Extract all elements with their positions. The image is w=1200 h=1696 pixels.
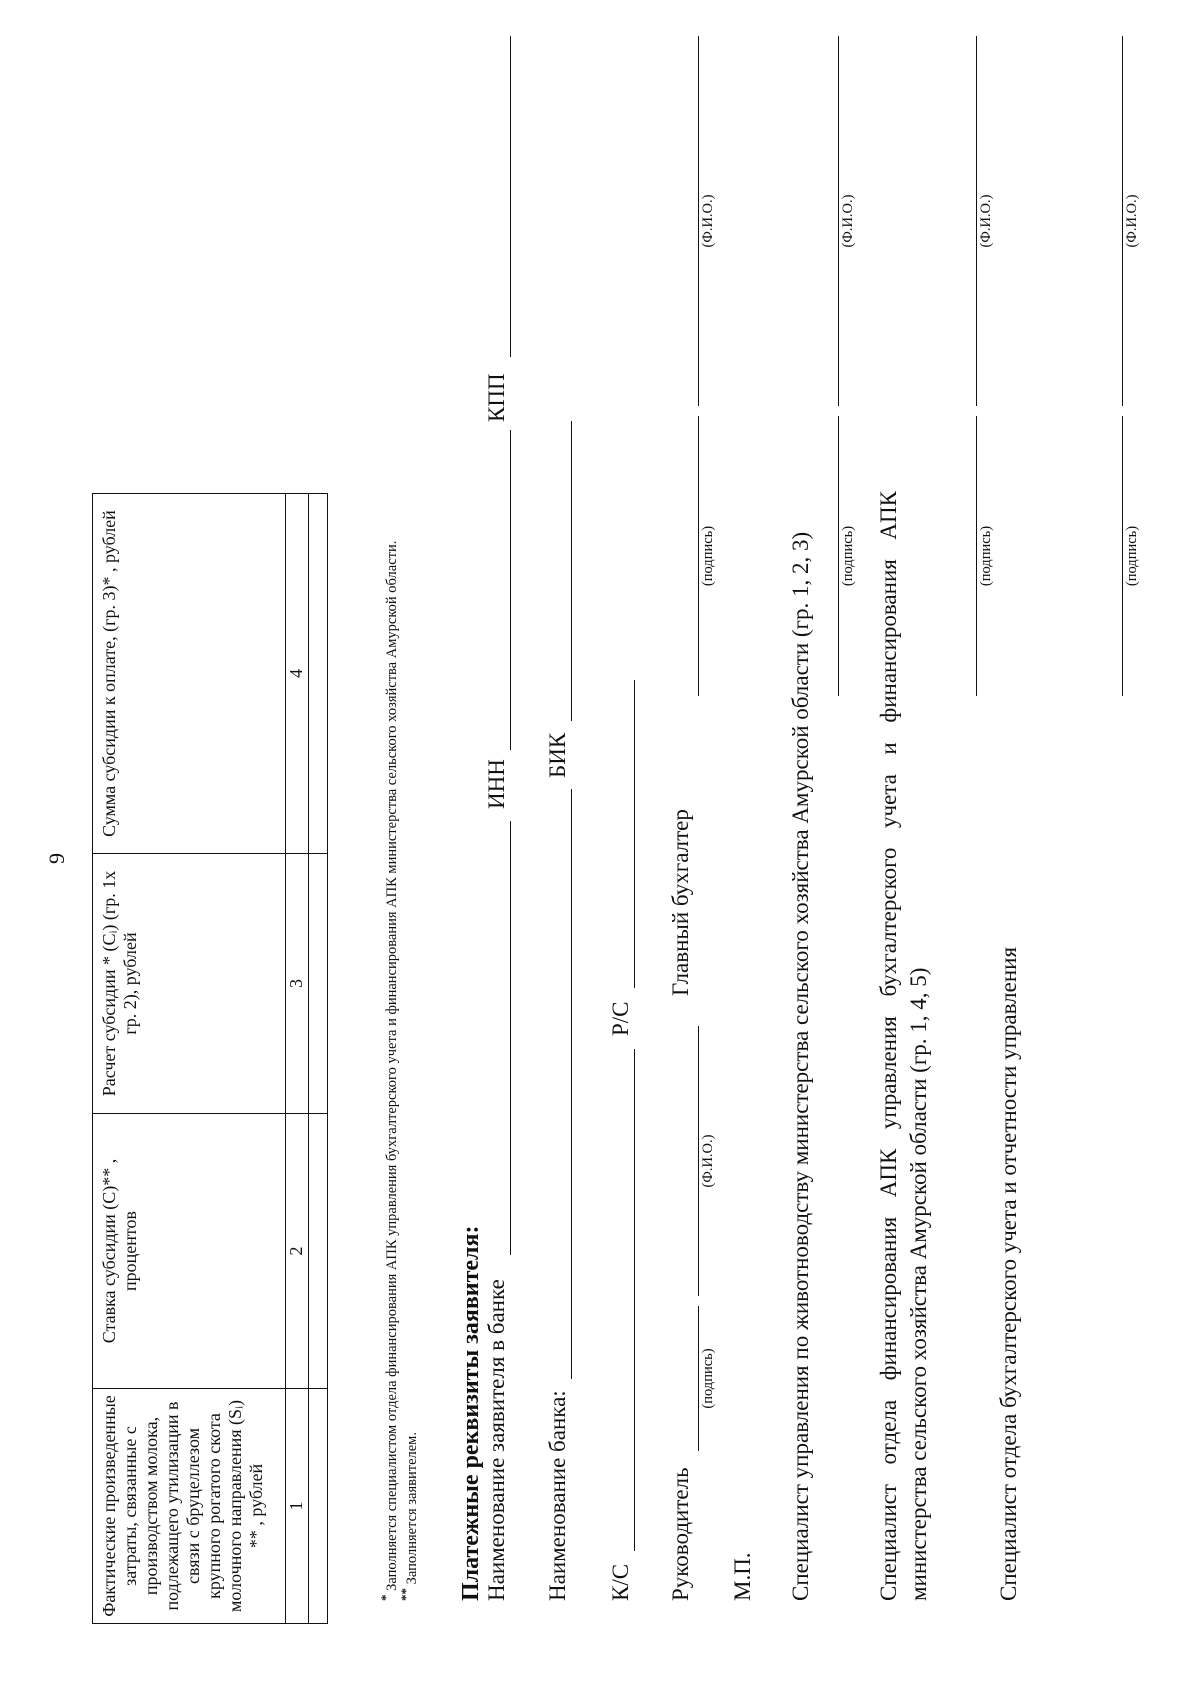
- ks-line: [634, 1049, 635, 1551]
- table-cell: [309, 854, 328, 1114]
- table-empty-row: [309, 494, 328, 1624]
- inn-label: ИНН: [484, 759, 509, 809]
- accountant-signature-line: [698, 416, 699, 696]
- inn-line: [510, 430, 511, 750]
- head-label: Руководитель: [668, 1467, 693, 1601]
- column-number: 3: [286, 854, 309, 1114]
- head-fio-line: [698, 1026, 699, 1296]
- signoff-1-fio-line: [838, 36, 839, 406]
- signoff-3-text: Специалист отдела бухгалтерского учета и отчетности управления: [996, 946, 1021, 1601]
- footnote-text: Заполняется специалистом отдела финансирования АПК управления бухгалтерского учета и финансирования АПК министерства сельского хозяйства Амурской области.: [383, 540, 400, 1591]
- head-fio-caption: (Ф.И.О.): [700, 1134, 716, 1188]
- signoff-3-line: [1122, 36, 1123, 406]
- accountant-fio-caption: (Ф.И.О.): [700, 194, 716, 248]
- column-number: 4: [286, 494, 309, 854]
- table-cell: [309, 1114, 328, 1389]
- column-number-row: [286, 494, 309, 1624]
- subsidy-calculation-table: [92, 493, 328, 1624]
- table-cell: [309, 1389, 328, 1624]
- requisites-title: Платежные реквизиты заявителя:: [458, 1225, 484, 1601]
- bank-name-line: [510, 821, 511, 1255]
- table-cell: [309, 494, 328, 854]
- footnote-2: [398, 1432, 421, 1601]
- bik-label: БИК: [545, 732, 570, 778]
- signoff-2-fio-line: [976, 36, 977, 406]
- mp-label: М.П.: [730, 1552, 755, 1601]
- signoff-3-fio-caption: (Ф.И.О.): [1124, 194, 1140, 248]
- column-number: 2: [286, 1114, 309, 1389]
- header-payment-sum: Сумма субсидии к оплате, (гр. 3)* , рублей: [93, 494, 286, 854]
- bank-label: Наименование банка:: [545, 1390, 570, 1601]
- footnote-mark: **: [398, 1588, 413, 1601]
- signoff-1-signature-line: [838, 416, 839, 696]
- chief-accountant-label: Главный бухгалтер: [668, 809, 693, 996]
- signoff-2-signature-caption: (подпись): [978, 525, 994, 587]
- footnote-mark: *: [378, 1594, 393, 1601]
- accountant-fio-line: [698, 36, 699, 406]
- head-signature-line: [698, 1306, 699, 1451]
- signoff-1-signature-caption: (подпись): [840, 525, 856, 587]
- ks-label: К/С: [608, 1563, 633, 1601]
- footnote-text: Заполняется заявителем.: [403, 1432, 420, 1585]
- signoff-3-line: [1122, 416, 1123, 696]
- signoff-2-fio-caption: (Ф.И.О.): [978, 194, 994, 248]
- signoff-2-text: Специалист отдела финансирования АПК управления бухгалтерского учета и финансирования АПК министерства сельского хозяйства Амурской области (гр. 1, 4, 5): [876, 491, 931, 1601]
- signoff-2-signature-line: [976, 416, 977, 696]
- bik-line: [571, 421, 572, 721]
- column-number: 1: [286, 1389, 309, 1624]
- bank-name-label: Наименование заявителя в банке: [484, 1279, 509, 1601]
- bank-line: [571, 789, 572, 1379]
- header-calculation: Расчет субсидии * (Сᵢ) (гр. 1х гр. 2), рублей: [93, 854, 286, 1114]
- kpp-label: КПП: [484, 373, 509, 422]
- header-rate: Ставка субсидии (С)** , процентов: [93, 1114, 286, 1389]
- signoff-3-signature-caption: (подпись): [1124, 525, 1140, 587]
- accountant-signature-caption: (подпись): [700, 525, 716, 587]
- rs-line: [634, 680, 635, 988]
- page-number: 9: [44, 853, 69, 864]
- rs-label: Р/С: [608, 1001, 633, 1036]
- signoff-1-text: Специалист управления по животноводству министерства сельского хозяйства Амурской области (гр. 1, 2, 3): [788, 531, 813, 1601]
- head-signature-caption: (подпись): [700, 1348, 716, 1409]
- header-costs: Фактические произведенные затраты, связанные с производством молока, подлежащего утилизации в связи с бруцеллезом крупного рогатого скота молочного направления (Sᵢ) ** , рублей: [93, 1389, 286, 1624]
- table-header-row: [93, 494, 286, 1624]
- kpp-line: [510, 36, 511, 357]
- signoff-1-fio-caption: (Ф.И.О.): [840, 194, 856, 248]
